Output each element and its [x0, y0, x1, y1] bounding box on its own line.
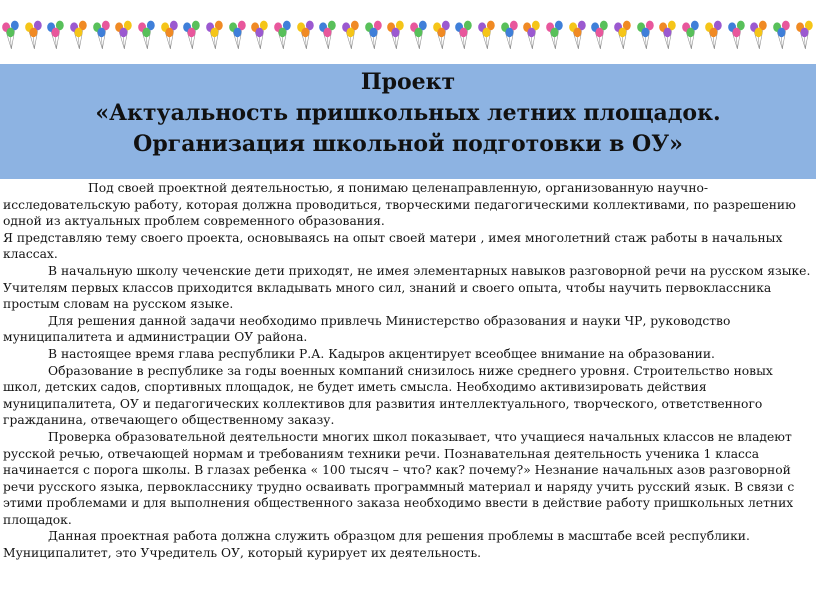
- balloon-icon: [612, 17, 635, 53]
- title-line-3: Организация школьной подготовки в ОУ»: [133, 131, 683, 157]
- balloon-icon: [249, 17, 272, 53]
- balloon-icon: [499, 17, 522, 53]
- balloon-icon: [23, 17, 46, 53]
- balloon-icon: [363, 17, 386, 53]
- paragraph-topic: Я представляю тему своего проекта, основываясь на опыт своей матери , имея многолетний стаж работы в начальных классах.: [3, 230, 783, 262]
- balloon-icon: [204, 17, 227, 53]
- balloon-icon: [794, 17, 816, 53]
- balloon-icon: [45, 17, 68, 53]
- balloon-icon: [159, 17, 182, 53]
- title-line-1: Проект: [360, 69, 456, 95]
- balloon-icon: [521, 17, 544, 53]
- balloon-icon: [227, 17, 250, 53]
- paragraph-children: В начальную школу чеченские дети приходят, не имея элементарных навыков разговорной речи на русском языке. Учителям первых классов приходится вкладывать много сил, знаний и своего опыта, чтобы научить первоклассника простым словам на русском языке.: [3, 263, 811, 312]
- balloon-icon: [635, 17, 658, 53]
- paragraph-intro: Под своей проектной деятельностью, я понимаю целенаправленную, организованную научно-исследовательскую работу, которая должна проводиться, творческими педагогическими коллективами, по разрешению одной из актуальных проблем современного образования.: [3, 181, 796, 229]
- balloon-icon: [453, 17, 476, 53]
- balloon-icon: [136, 17, 159, 53]
- balloon-icon: [113, 17, 136, 53]
- balloon-icon: [431, 17, 454, 53]
- balloon-icon: [771, 17, 794, 53]
- balloon-icon: [385, 17, 408, 53]
- paragraph-conclusion: Данная проектная работа должна служить образцом для решения проблемы в масштабе всей республики. Муниципалитет, это Учредитель ОУ, который курирует их деятельность.: [3, 529, 750, 561]
- balloon-icon: [68, 17, 91, 53]
- balloon-icon: [589, 17, 612, 53]
- balloon-icon: [726, 17, 749, 53]
- balloon-icon: [476, 17, 499, 53]
- balloon-border: [0, 14, 816, 56]
- title-line-2: «Актуальность пришкольных летних площадок.: [95, 100, 721, 126]
- balloon-icon: [91, 17, 114, 53]
- balloon-icon: [181, 17, 204, 53]
- balloon-icon: [272, 17, 295, 53]
- page-title: [0, 64, 816, 160]
- document-body: [3, 180, 813, 562]
- balloon-icon: [317, 17, 340, 53]
- paragraph-education: Образование в республике за годы военных компаний снизилось ниже среднего уровня. Строительство новых школ, детских садов, спортивных площадок, не будет иметь смысла. Необходимо активизировать действия муниципалитета, ОУ и педагогических коллективов для развития интеллектуального, творческого, ответственного гражданина, отвечающего общественному заказу.: [3, 363, 773, 428]
- balloon-icon: [703, 17, 726, 53]
- balloon-icon: [0, 17, 23, 53]
- balloon-icon: [657, 17, 680, 53]
- paragraph-ministry: Для решения данной задачи необходимо привлечь Министерство образования и науки ЧР, руководство муниципалитета и администрации ОУ района.: [3, 313, 731, 345]
- balloon-icon: [680, 17, 703, 53]
- balloon-icon: [748, 17, 771, 53]
- balloon-icon: [295, 17, 318, 53]
- balloon-icon: [408, 17, 431, 53]
- paragraph-head: В настоящее время глава республики Р.А. Кадыров акцентирует всеобщее внимание на образовании.: [48, 346, 715, 361]
- balloon-icon: [567, 17, 590, 53]
- paragraph-inspection: Проверка образовательной деятельности многих школ показывает, что учащиеся начальных классов не владеют русской речью, отвечающей нормам и требованиям техники речи. Познавательная деятельность ученика 1 класса начинается с порога школы. В глазах ребенка « 100 тысяч – что? как? почему?» Незнание начальных азов разговорной речи русского языка, первокласснику трудно осваивать программный материал и наряду учить русский язык. В связи с этими проблемами и для выполнения общественного заказа необходимо ввести в действие работу пришкольных летних площадок.: [3, 429, 795, 527]
- balloon-icon: [340, 17, 363, 53]
- balloon-icon: [544, 17, 567, 53]
